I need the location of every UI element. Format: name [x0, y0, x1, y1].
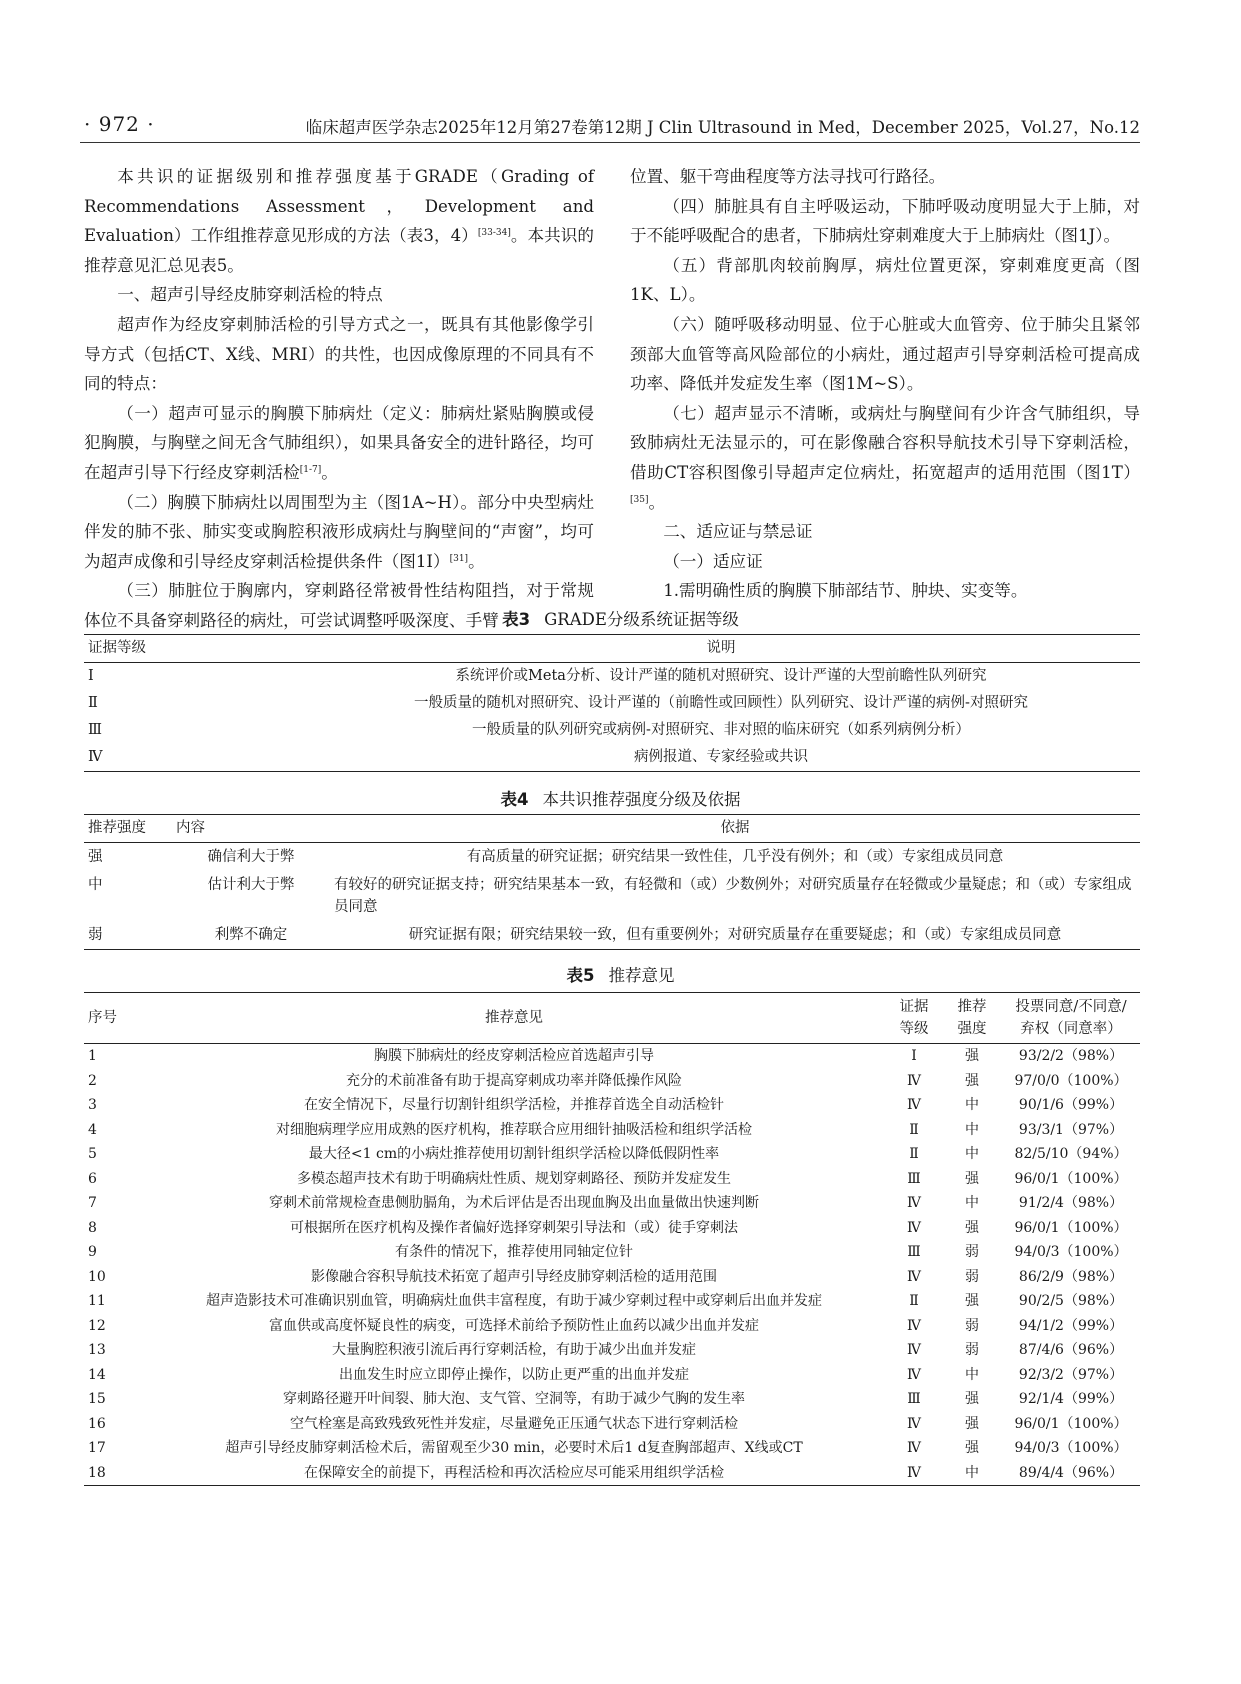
table-cell: 2 — [88, 1072, 97, 1089]
paragraph: （一）超声可显示的胸膜下肺病灶（定义：肺病灶紧贴胸膜或侵犯胸膜，与胸壁之间无含气肺组织），如果具备安全的进针路径，均可在超声引导下行经皮穿刺活检[1-7]。 — [84, 403, 594, 482]
table-cell: 94/0/3（100%） — [1014, 1244, 1128, 1260]
table-cell: Ⅱ — [909, 1146, 919, 1162]
table-cell: 96/0/1（100%） — [1014, 1170, 1128, 1187]
table-row — [84, 1314, 1140, 1339]
table-cell: 对细胞病理学应用成熟的医疗机构，推荐联合应用细针抽吸活检和组织学活检 — [276, 1121, 752, 1138]
table-row — [84, 717, 1140, 744]
table-cell: 有条件的情况下，推荐使用同轴定位针 — [395, 1244, 633, 1260]
table-cell: 强 — [965, 1170, 979, 1187]
table-cell: Ⅲ — [907, 1391, 921, 1407]
table-cell: 中 — [965, 1464, 979, 1481]
table-cell: 94/0/3（100%） — [1014, 1440, 1128, 1456]
column-header: 证据等级 — [88, 640, 146, 656]
table-cell: Ⅰ — [88, 668, 94, 684]
table-row — [84, 871, 1140, 921]
table-row — [84, 744, 1140, 772]
table-cell: 8 — [88, 1219, 97, 1236]
table-cell: 中 — [965, 1121, 979, 1138]
column-header: 序号 — [88, 1010, 117, 1026]
column-header: 依据 — [720, 820, 750, 836]
table-row — [84, 1044, 1140, 1069]
table-row — [84, 1412, 1140, 1437]
table-row — [84, 1265, 1140, 1290]
table-cell: 出血发生时应立即停止操作，以防止更严重的出血并发症 — [339, 1366, 689, 1383]
table-cell: 强 — [965, 1048, 979, 1064]
table-row — [84, 1363, 1140, 1388]
table-row — [84, 843, 1140, 872]
table-cell: 影像融合容积导航技术拓宽了超声引导经皮肺穿刺活检的适用范围 — [311, 1268, 717, 1285]
journal-running-title: 临床超声医学杂志2025年12月第27卷第12期 J Clin Ultrasound in Med，December 2025，Vol.27，No.12 — [305, 118, 1140, 137]
table-cell: 一般质量的随机对照研究、设计严谨的（前瞻性或回顾性）队列研究、设计严谨的病例-对照研究 — [414, 695, 1028, 711]
paragraph: （六）随呼吸移动明显、位于心脏或大血管旁、位于肺尖且紧邻颈部大血管等高风险部位的小病灶，通过超声引导穿刺活检可提高成功率、降低并发症发生率（图1M~S）。 — [630, 314, 1140, 394]
table-cell: 强 — [965, 1440, 979, 1456]
table-row — [84, 1118, 1140, 1143]
table-cell: Ⅳ — [907, 1366, 921, 1383]
table-row — [84, 1216, 1140, 1241]
citation[interactable]: [31] — [449, 553, 469, 564]
table-cell: 92/1/4（99%） — [1018, 1391, 1124, 1407]
table-header-row — [84, 993, 1140, 1044]
table-cell: 可根据所在医疗机构及操作者偏好选择穿刺架引导法和（或）徒手穿刺法 — [290, 1219, 738, 1236]
paragraph: （二）胸膜下肺病灶以周围型为主（图1A~H）。部分中央型病灶伴发的肺不张、肺实变或胸腔积液形成病灶与胸壁间的“声窗”，均可为超声成像和引导经皮穿刺活检提供条件（图1I）[31]。 — [84, 492, 594, 571]
table-cell: 中 — [965, 1366, 979, 1383]
table-header-row — [84, 815, 1140, 843]
paragraph: 本共识的证据级别和推荐强度基于GRADE（Grading of Recommendations Assessment，Development and Evaluation）工作组推荐意见形成的方法（表3，4）[33-34]。本共识的推荐意见汇总见表5。 — [84, 167, 594, 275]
table-cell: 研究证据有限；研究结果较一致，但有重要例外；对研究质量存在重要疑虑；和（或）专家组成员同意 — [408, 927, 1062, 943]
table-row — [84, 1461, 1140, 1486]
paragraph: 1.需明确性质的胸膜下肺部结节、肿块、实变等。 — [663, 581, 1028, 601]
table-cell: 弱 — [965, 1317, 979, 1334]
paragraph: （三）肺脏位于胸廓内，穿刺路径常被骨性结构阻挡，对于常规体位不具备穿刺路径的病灶，可尝试调整呼吸深度、手臂 — [84, 581, 594, 630]
citation[interactable]: [1-7] — [299, 464, 322, 475]
page-header — [80, 110, 1140, 143]
column-header: 推荐强度 — [88, 820, 146, 836]
table-cell: 94/1/2（99%） — [1018, 1317, 1124, 1334]
table-cell: 强 — [965, 1219, 979, 1236]
table-cell: 病例报道、专家经验或共识 — [634, 749, 808, 765]
table-row — [84, 1338, 1140, 1363]
table-cell: 4 — [88, 1121, 97, 1138]
table-cell: 利弊不确定 — [214, 927, 288, 943]
table-cell: 中 — [88, 877, 103, 893]
table-cell: 16 — [88, 1415, 106, 1432]
table-row — [84, 1436, 1140, 1461]
paragraph: （五）背部肌肉较前胸厚，病灶位置更深，穿刺难度更高（图1K、L）。 — [630, 255, 1140, 305]
table-cell: 充分的术前准备有助于提高穿刺成功率并降低操作风险 — [346, 1072, 682, 1089]
table-cell: 弱 — [88, 927, 103, 943]
section-heading: 一、超声引导经皮肺穿刺活检的特点 — [117, 285, 383, 305]
table3-title: GRADE分级系统证据等级 — [544, 610, 739, 629]
table-cell: 有高质量的研究证据；研究结果一致性佳，几乎没有例外；和（或）专家组成员同意 — [466, 849, 1004, 865]
table-cell: 强 — [88, 849, 103, 865]
table-cell: Ⅳ — [907, 1317, 921, 1334]
table-row — [84, 690, 1140, 717]
table-cell: 强 — [965, 1072, 979, 1089]
table-cell: Ⅳ — [907, 1342, 921, 1358]
table-cell: 89/4/4（96%） — [1018, 1464, 1124, 1481]
column-header: 推荐 强度 — [957, 999, 987, 1037]
table-cell: 6 — [88, 1170, 97, 1187]
table-cell: 5 — [88, 1146, 97, 1162]
table-cell: 超声引导经皮肺穿刺活检术后，需留观至少30 min，必要时术后1 d复查胸部超声、X线或CT — [225, 1440, 803, 1456]
table-cell: 96/0/1（100%） — [1014, 1219, 1128, 1236]
table-cell: 弱 — [965, 1244, 979, 1260]
table-cell: 一般质量的队列研究或病例-对照研究、非对照的临床研究（如系列病例分析） — [472, 722, 970, 738]
table5 — [84, 992, 1140, 1486]
table-cell: 13 — [88, 1342, 106, 1358]
left-column — [84, 162, 594, 636]
table-cell: 强 — [965, 1415, 979, 1432]
table-cell: 11 — [88, 1293, 106, 1309]
table-cell: 18 — [88, 1464, 106, 1481]
table-row — [84, 1191, 1140, 1216]
table-cell: Ⅳ — [907, 1464, 921, 1481]
table-cell: Ⅲ — [88, 722, 102, 738]
table-cell: 82/5/10（94%） — [1014, 1146, 1128, 1162]
paragraph: 位置、躯干弯曲程度等方法寻找可行路径。 — [630, 167, 946, 186]
table-cell: 92/3/2（97%） — [1018, 1366, 1124, 1383]
table-row — [84, 921, 1140, 950]
citation[interactable]: [35] — [630, 494, 649, 505]
table-cell: Ⅳ — [907, 1219, 921, 1236]
table-cell: 91/2/4（98%） — [1018, 1195, 1124, 1211]
table-cell: 7 — [88, 1195, 97, 1211]
table-cell: 空气栓塞是高致残致死性并发症，尽量避免正压通气状态下进行穿刺活检 — [290, 1415, 738, 1432]
column-header: 证据 等级 — [899, 999, 929, 1037]
table-cell: 12 — [88, 1317, 106, 1334]
table-cell: 强 — [965, 1293, 979, 1309]
table5-label: 表5 — [566, 966, 595, 985]
table-cell: 富血供或高度怀疑良性的病变，可选择术前给予预防性止血药以减少出血并发症 — [269, 1317, 759, 1334]
table-cell: 14 — [88, 1366, 106, 1383]
table-cell: 最大径<1 cm的小病灶推荐使用切割针组织学活检以降低假阴性率 — [308, 1146, 720, 1162]
table-header-row — [84, 635, 1140, 663]
table-cell: Ⅱ — [909, 1293, 919, 1309]
column-header: 推荐意见 — [485, 1010, 543, 1026]
table4-title: 本共识推荐强度分级及依据 — [542, 790, 741, 809]
table-cell: 强 — [965, 1391, 979, 1407]
table-cell: 90/1/6（99%） — [1018, 1097, 1124, 1113]
table-cell: Ⅳ — [907, 1440, 921, 1456]
table4-label: 表4 — [500, 790, 529, 809]
right-column — [630, 162, 1140, 606]
table-row — [84, 1167, 1140, 1192]
table-cell: 穿刺路径避开叶间裂、肺大泡、支气管、空洞等，有助于减少气胸的发生率 — [283, 1391, 745, 1407]
table-cell: Ⅱ — [88, 695, 98, 711]
table-cell: 15 — [88, 1391, 106, 1407]
table-row — [84, 1289, 1140, 1314]
column-header: 投票同意/不同意/ 弃权（同意率） — [1015, 999, 1127, 1037]
table-cell: 弱 — [965, 1268, 979, 1285]
table-cell: Ⅳ — [907, 1268, 921, 1285]
page-number: · 972 · — [84, 112, 155, 136]
table4-caption — [0, 786, 1241, 810]
table-cell: 86/2/9（98%） — [1018, 1268, 1124, 1285]
table-cell: 9 — [88, 1244, 97, 1260]
column-header: 内容 — [176, 820, 205, 836]
table-row — [84, 1069, 1140, 1094]
citation[interactable]: [33-34] — [477, 228, 511, 239]
table-cell: 大量胸腔积液引流后再行穿刺活检，有助于减少出血并发症 — [332, 1342, 696, 1358]
table-row — [84, 1142, 1140, 1167]
table5-body — [84, 1044, 1140, 1486]
table-cell: 确信利大于弊 — [207, 849, 295, 865]
section-heading: 二、适应证与禁忌证 — [663, 522, 813, 542]
column-header: 说明 — [706, 640, 736, 656]
table-cell: 93/3/1（97%） — [1018, 1121, 1124, 1138]
table-cell: 1 — [88, 1048, 97, 1064]
table-cell: 93/2/2（98%） — [1018, 1048, 1124, 1064]
table-cell: Ⅱ — [909, 1121, 919, 1138]
table-row — [84, 1093, 1140, 1118]
paragraph: 超声作为经皮穿刺肺活检的引导方式之一，既具有其他影像学引导方式（包括CT、X线、MRI）的共性，也因成像原理的不同具有不同的特点： — [84, 314, 594, 394]
table-cell: 90/2/5（98%） — [1018, 1293, 1124, 1309]
table-cell: 中 — [965, 1195, 979, 1211]
table-cell: Ⅳ — [88, 749, 103, 765]
table-cell: Ⅳ — [907, 1072, 921, 1089]
table-cell: 在安全情况下，尽量行切割针组织学活检，并推荐首选全自动活检针 — [304, 1097, 724, 1113]
table-cell: 穿刺术前常规检查患侧肋膈角，为术后评估是否出现血胸及出血量做出快速判断 — [269, 1195, 759, 1211]
table-row — [84, 1240, 1140, 1265]
paragraph: （四）肺脏具有自主呼吸运动，下肺呼吸动度明显大于上肺，对于不能呼吸配合的患者，下肺病灶穿刺难度大于上肺病灶（图1J）。 — [630, 196, 1140, 246]
table4 — [84, 814, 1140, 950]
table3 — [84, 634, 1140, 772]
table-row — [84, 663, 1140, 691]
table-cell: Ⅲ — [907, 1170, 921, 1187]
table-cell: 胸膜下肺病灶的经皮穿刺活检应首选超声引导 — [374, 1048, 654, 1064]
table-cell: 超声造影技术可准确识别血管，明确病灶血供丰富程度，有助于减少穿刺过程中或穿刺后出血并发症 — [206, 1293, 822, 1309]
table-cell: 97/0/0（100%） — [1014, 1072, 1128, 1089]
table-cell: Ⅳ — [907, 1415, 921, 1432]
table-cell: 10 — [88, 1268, 106, 1285]
table-cell: 96/0/1（100%） — [1014, 1415, 1128, 1432]
table-cell: Ⅰ — [911, 1048, 917, 1064]
table-cell: 中 — [965, 1097, 979, 1113]
table-row — [84, 1387, 1140, 1412]
table-cell: Ⅳ — [907, 1097, 921, 1113]
table-cell: 87/4/6（96%） — [1018, 1342, 1124, 1358]
table-cell: Ⅲ — [907, 1244, 921, 1260]
table-cell: Ⅳ — [907, 1195, 921, 1211]
paragraph: （七）超声显示不清晰，或病灶与胸壁间有少许含气肺组织，导致肺病灶无法显示的，可在影像融合容积导航技术引导下穿刺活检，借助CT容积图像引导超声定位病灶，拓宽超声的适用范围（图1T）[35]。 — [630, 403, 1140, 512]
table-cell: 估计利大于弊 — [207, 877, 295, 893]
table-cell: 系统评价或Meta分析、设计严谨的随机对照研究、设计严谨的大型前瞻性队列研究 — [455, 668, 987, 684]
table-cell: 多模态超声技术有助于明确病灶性质、规划穿刺路径、预防并发症发生 — [297, 1170, 731, 1187]
table3-caption — [0, 606, 1241, 630]
table-cell: 中 — [965, 1146, 979, 1162]
subsection-heading: （一）适应证 — [663, 551, 763, 571]
table-cell: 弱 — [965, 1342, 979, 1358]
table5-title: 推荐意见 — [608, 966, 675, 985]
table-cell: 17 — [88, 1440, 106, 1456]
table-cell: 在保障安全的前提下，再程活检和再次活检应尽可能采用组织学活检 — [304, 1464, 724, 1481]
table5-caption — [0, 962, 1241, 986]
table3-label: 表3 — [502, 610, 531, 629]
table-cell: 有较好的研究证据支持；研究结果基本一致，有轻微和（或）少数例外；对研究质量存在轻微或少量疑虑；和（或）专家组成员同意 — [334, 877, 1132, 915]
table-cell: 3 — [88, 1097, 97, 1113]
